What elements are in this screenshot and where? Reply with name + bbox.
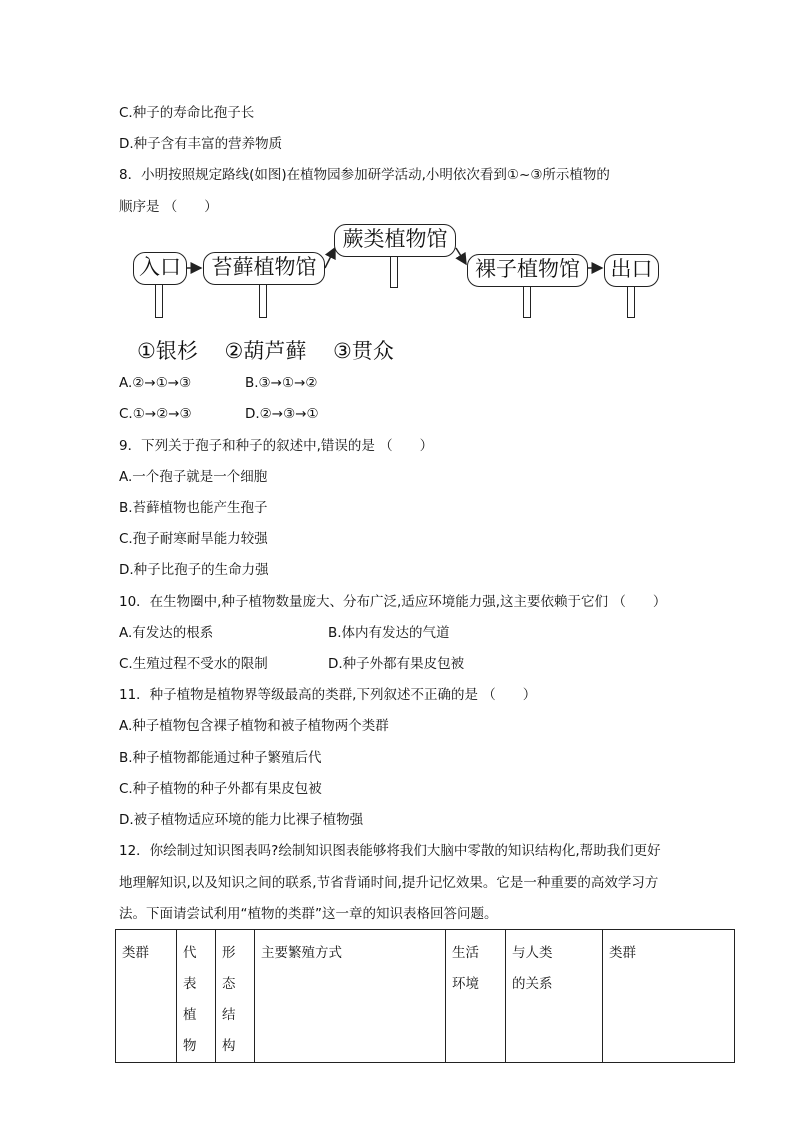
q11-option-c: C.种子植物的种子外都有果皮包被 [119, 781, 322, 797]
q11-option-d: D.被子植物适应环境的能力比裸子植物强 [119, 812, 364, 828]
header-cell: 类群 [116, 930, 177, 1063]
q10-option-c: C.生殖过程不受水的限制 [119, 656, 268, 672]
fern-hall-sign: 蕨类植物馆 [334, 224, 456, 257]
q12-stem-line1: 12．你绘制过知识图表吗?绘制知识图表能够将我们大脑中零散的知识结构化,帮助我们更好 [119, 843, 661, 859]
q7-option-c: C.种子的寿命比孢子长 [119, 105, 255, 121]
arrow-fern-to-gymno [456, 248, 466, 264]
q10-option-d: D.种子外都有果皮包被 [328, 656, 465, 672]
header-cell: 形态 结构 [216, 930, 255, 1063]
q11-option-a: A.种子植物包含裸子植物和被子植物两个类群 [119, 718, 389, 734]
entrance-sign: 入口 [133, 252, 187, 285]
q8-option-d: D.②→③→① [245, 406, 319, 422]
q9-option-b: B.苔藓植物也能产生孢子 [119, 500, 268, 516]
table-header-row [116, 930, 735, 1063]
plant-3: ③贯众 [333, 339, 394, 363]
q10-option-a: A.有发达的根系 [119, 625, 214, 641]
plant-list [137, 335, 414, 365]
q9-option-a: A.一个孢子就是一个细胞 [119, 469, 268, 485]
moss-hall-sign: 苔藓植物馆 [203, 252, 325, 285]
q8-option-b: B.③→①→② [245, 375, 318, 391]
q10-option-b: B.体内有发达的气道 [328, 625, 450, 641]
header-cell: 生活 环境 [446, 930, 506, 1063]
q8-stem-line1: 8．小明按照规定路线(如图)在植物园参加研学活动,小明依次看到①~③所示植物的 [119, 167, 610, 183]
sign-post [627, 286, 635, 318]
arrow-moss-to-fern [325, 248, 335, 268]
sign-post [259, 284, 267, 318]
q8-stem-line2: 顺序是 （ ） [119, 199, 218, 215]
q12-stem-line3: 法。下面请尝试利用“植物的类群”这一章的知识表格回答问题。 [119, 906, 498, 922]
sign-post [155, 284, 163, 318]
gymnosperm-hall-sign: 裸子植物馆 [467, 254, 588, 287]
header-cell: 与人类 的关系 [506, 930, 603, 1063]
q12-stem-line2: 地理解知识,以及知识之间的联系,节省背诵时间,提升记忆效果。它是一种重要的高效学习方 [119, 875, 659, 891]
q8-option-a: A.②→①→③ [119, 375, 192, 391]
header-cell: 主要繁殖方式 [255, 930, 446, 1063]
q11-option-b: B.种子植物都能通过种子繁殖后代 [119, 750, 322, 766]
q9-option-c: C.孢子耐寒耐旱能力较强 [119, 531, 268, 547]
q7-option-d: D.种子含有丰富的营养物质 [119, 136, 283, 152]
q9-option-d: D.种子比孢子的生命力强 [119, 562, 269, 578]
q11-stem: 11．种子植物是植物界等级最高的类群,下列叙述不正确的是 （ ） [119, 687, 537, 703]
knowledge-table [115, 929, 735, 1063]
sign-post [390, 256, 398, 288]
q8-option-c: C.①→②→③ [119, 406, 192, 422]
header-cell: 代表 植物 [177, 930, 216, 1063]
plant-2: ②葫芦藓 [224, 339, 307, 363]
sign-post [523, 286, 531, 318]
q10-stem: 10．在生物圈中,种子植物数量庞大、分布广泛,适应环境能力强,这主要依赖于它们 （ ） [119, 594, 667, 610]
plant-1: ①银杉 [137, 339, 198, 363]
q9-stem: 9．下列关于孢子和种子的叙述中,错误的是 （ ） [119, 438, 434, 454]
exit-sign: 出口 [604, 254, 659, 287]
header-cell: 类群 [603, 930, 735, 1063]
